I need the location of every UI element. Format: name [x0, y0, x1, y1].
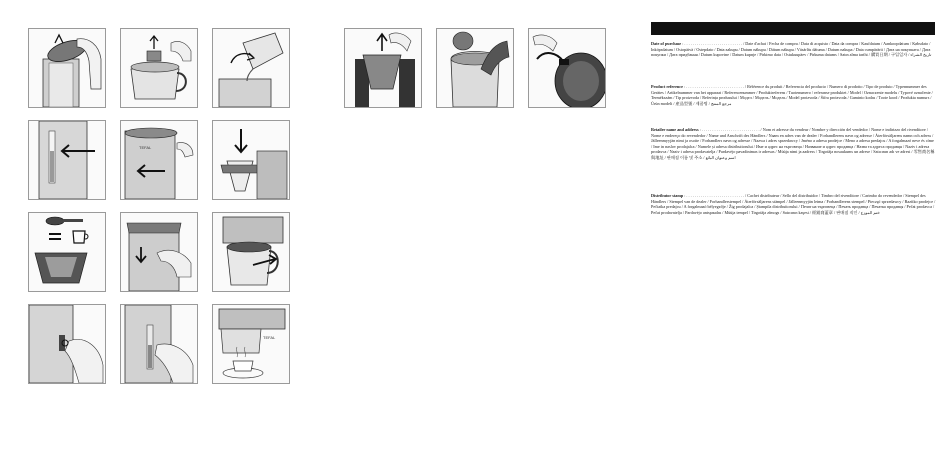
section-title: Retailer name and address [651, 127, 699, 132]
warranty-retailer [651, 127, 936, 161]
section-title: Product reference [651, 84, 683, 89]
step-12-serve-coffee [212, 304, 290, 384]
section-leader: : . . . . . . . . . . . . . . . . . . . . . . . . . . . . [698, 127, 761, 132]
step-2-remove-jug [120, 28, 198, 108]
section-title: Date of purchase [651, 41, 682, 46]
step-11-indicator-light [120, 304, 198, 384]
section-text: / Cachet distributeur / Sello del distribuidor / Timbro del rivenditore / Carimbo do revendedor / Stempel des Händlers / Stempel van de dealer / Forhandlerstempel / Återförsäljarens stämpel / Jälleenmyyjän leima / Forhandlerens stempel / Pieczęć sprzedawcy / Razítko prodejce / Pečiatka predajcu / A forgalmazó bélyegzője / Žig prodajalca / Ștampila distribuitorului / Печат на търговеца / Печать продавца / Печатка продавця / Pečat prodavca / Pečat prodavatelja / Pardavėjo antspaudas / Müüja tempel / Tirgotāja zīmogs / Satıcının kaşesi / 經銷商蓋章 / 판매점 직인 / ختم الموزع [651, 193, 936, 215]
step-7-measure-coffee [28, 212, 106, 292]
step-14-clean-jug [436, 28, 514, 108]
section-leader: : . . . . . . . . . . . . . . . . . . . . . . . . . . . . [683, 193, 746, 198]
step-3-fill-water [212, 28, 290, 108]
section-text: / Référence du produit / Referencia del producto / Numero di prodotto / Tipo de produto / Typennummer des Gerätes / Artikelnummer van het apparaat / Referencenummer / Produktreferens / Tuotenumero / referanse produktet / Model / Oznaczenie modelu / Typové označenie / Termékszám / Tip proizvoda / Referința produsului / Модел / Модель / Модель / Model proizvoda / Šifra proizvoda / Gaminio kodas / Toote kood / Produkta numurs / Ürün modeli / 產品型號 / 제품명 / مرجع المنتج [651, 84, 933, 106]
section-leader: : . . . . . . . . . . . . . . . . . . . . . . . . . . . . [682, 84, 745, 89]
warranty-header-bar [651, 22, 935, 35]
step-9-place-jug [212, 212, 290, 292]
step-13-remove-filter [344, 28, 422, 108]
brand-label-2: TEFAL [263, 335, 276, 340]
step-6-insert-filter [212, 120, 290, 200]
warranty-distributor-stamp [651, 193, 936, 215]
section-leader: : . . . . . . . . . . . . . . . . . . . . . . . . . . . . [681, 41, 744, 46]
step-5-replace-jug [120, 120, 198, 200]
section-text: / Date d'achat / Fecha de compra / Data di acquisto / Data da compra / Kaufdatum / Aankoopdatum / Købsdato / Inköpsdatum / Ostopäivä / Ostepdato / Data zakupu / Datum nákupu / Dátum nákupu / Vásárlás dátuma / Datum nakupa / Data cumpărării / Дата на покупката / Дата покупки / Дата придбання / Datum kupovine / Datum kupnje / Pirkimo data / Ostukuupäev / Pirkuma datums / Satın alma tarihi / 購買日期 / 구입일자 / تاريخ الشراء [651, 41, 932, 58]
warranty-product-reference [651, 84, 936, 106]
step-15-unplug [528, 28, 606, 108]
warranty-date-of-purchase [651, 41, 936, 58]
step-4-water-level [28, 120, 106, 200]
section-text: / Nom et adresse du vendeur / Nombre y dirección del vendedor / Nome e indirizzo del rivenditore / Nome e endereço do revendedor / Name und Anschrift des Händlers / Naam en adres van de dealer / Forhandlerens navn og adresse / Återförsäljarens namn och adress / Jälleenmyyjän nimi ja osoite / Forhandlers navn og adresse / Nazwa i adres sprzedawcy / Jméno a adresa prodejce / Meno a adresa predajcu / A forgalmazó neve és címe / Ime in naslov prodajalca / Numele și adresa distribuitorului / Име и адрес на търговеца / Название и адрес продавца / Назва та адреса продавця / Naziv i adresa prodavca / Naziv i adresa prodavatelja / Pardavėjo pavadinimas ir adresas / Müüja nimi ja aadress / Tirgotāja nosaukums un adrese / Satıcının adı ve adresi / 零售商名稱與地址 / 판매점 이름 및 주소 / اسم وعنوان البائع [651, 127, 935, 160]
step-10-switch-on [28, 304, 106, 384]
step-8-close-lid [120, 212, 198, 292]
step-1-open-lid [28, 28, 106, 108]
section-title: Distributor stamp [651, 193, 684, 198]
brand-label: TEFAL [139, 145, 152, 150]
